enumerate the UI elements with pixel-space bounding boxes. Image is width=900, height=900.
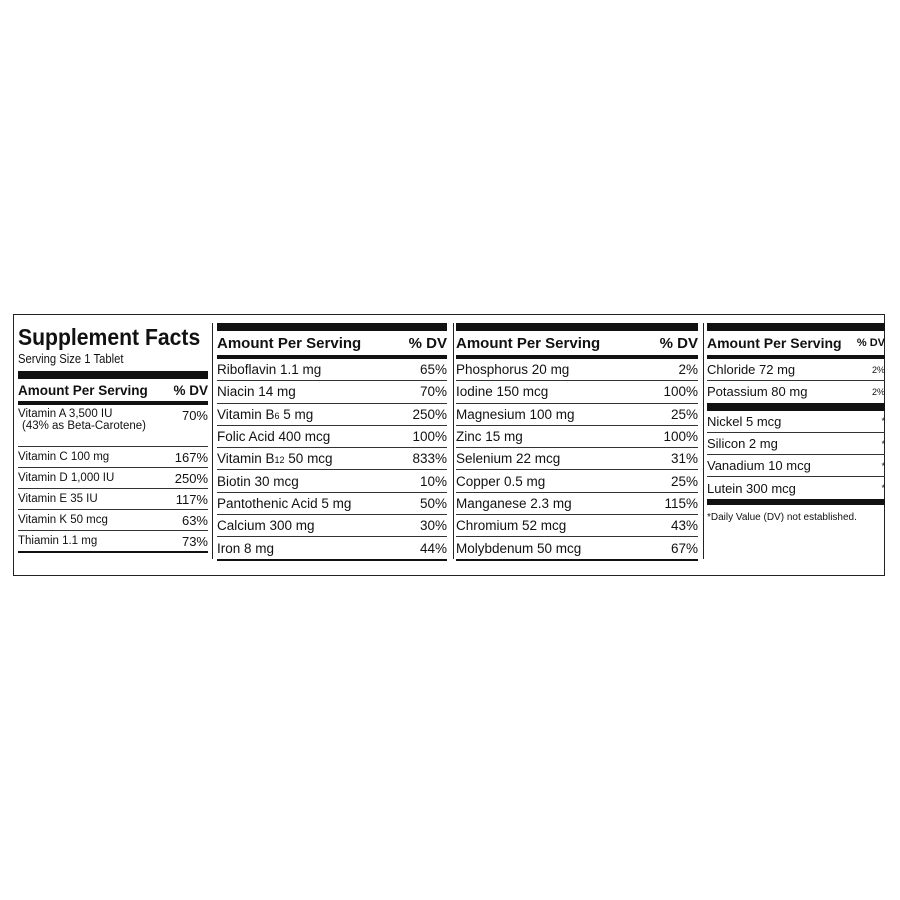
divider-thick bbox=[217, 323, 447, 331]
header-dv: % DV bbox=[659, 334, 698, 352]
nutrient-dv: 73% bbox=[181, 533, 208, 549]
nutrient-dv: 10% bbox=[419, 473, 447, 489]
nutrient-dv: 70% bbox=[181, 408, 208, 423]
nutrient-dv: 25% bbox=[670, 473, 698, 489]
nutrient-name: Vitamin B12 50 mcg bbox=[217, 451, 333, 467]
nutrient-row bbox=[707, 359, 885, 381]
divider-bottom bbox=[456, 559, 698, 561]
column-header bbox=[707, 331, 885, 355]
nutrient-list bbox=[217, 359, 447, 559]
nutrient-row bbox=[217, 470, 447, 492]
nutrient-dv: 67% bbox=[670, 540, 698, 556]
nutrient-name: Silicon 2 mg bbox=[707, 436, 778, 452]
nutrient-dv: 31% bbox=[670, 451, 698, 467]
nutrient-dv: 63% bbox=[181, 512, 208, 528]
nutrient-dv: 250% bbox=[412, 406, 447, 422]
serving-size: Serving Size 1 Tablet bbox=[18, 352, 124, 366]
nutrient-row bbox=[217, 493, 447, 515]
nutrient-name: Vitamin B6 5 mg bbox=[217, 406, 314, 422]
nutrient-dv: 100% bbox=[663, 384, 698, 400]
nutrient-row bbox=[456, 537, 698, 558]
divider-thick bbox=[707, 323, 885, 331]
header-dv: % DV bbox=[408, 334, 447, 352]
daily-value-footnote: *Daily Value (DV) not established. bbox=[707, 511, 857, 523]
divider-thick bbox=[707, 403, 885, 411]
header-amount: Amount Per Serving bbox=[456, 334, 601, 352]
nutrient-name: Manganese 2.3 mg bbox=[456, 495, 572, 511]
nutrient-name: Riboflavin 1.1 mg bbox=[217, 362, 322, 378]
nutrient-list bbox=[18, 405, 208, 551]
nutrient-dv: 117% bbox=[175, 491, 208, 507]
nutrient-row bbox=[217, 537, 447, 558]
nutrient-name: Potassium 80 mg bbox=[707, 384, 808, 400]
nutrient-row bbox=[707, 411, 885, 433]
nutrient-dv: 70% bbox=[419, 384, 447, 400]
nutrient-dv: 100% bbox=[412, 429, 447, 445]
nutrient-name: Zinc 15 mg bbox=[456, 429, 523, 445]
nutrient-row bbox=[707, 433, 885, 455]
column-divider bbox=[703, 323, 704, 559]
nutrient-dv: 167% bbox=[174, 449, 208, 465]
nutrient-row bbox=[217, 404, 447, 426]
nutrient-name: Niacin 14 mg bbox=[217, 384, 296, 400]
header-amount: Amount Per Serving bbox=[18, 382, 148, 398]
nutrient-name: Vitamin C 100 mg bbox=[18, 451, 110, 463]
nutrient-name: Vitamin K 50 mcg bbox=[18, 514, 108, 526]
nutrient-row bbox=[707, 381, 885, 402]
nutrient-dv: * bbox=[881, 438, 885, 449]
nutrient-dv: 50% bbox=[419, 495, 447, 511]
nutrient-dv: 250% bbox=[174, 470, 208, 486]
nutrient-name: Selenium 22 mcg bbox=[456, 451, 561, 467]
nutrient-name: Chloride 72 mg bbox=[707, 362, 796, 378]
nutrient-dv: 115% bbox=[664, 495, 698, 511]
nutrient-row bbox=[217, 359, 447, 381]
column-header bbox=[217, 331, 447, 355]
nutrient-name: Chromium 52 mcg bbox=[456, 518, 567, 534]
nutrient-dv: 2% bbox=[871, 364, 885, 375]
nutrient-note: (43% as Beta-Carotene) bbox=[22, 420, 147, 432]
panel-title: Supplement Facts bbox=[18, 324, 201, 350]
nutrient-row bbox=[217, 448, 447, 470]
nutrient-row bbox=[456, 515, 698, 537]
divider-thick bbox=[456, 323, 698, 331]
nutrient-dv: 65% bbox=[419, 362, 447, 378]
header-amount: Amount Per Serving bbox=[217, 334, 362, 352]
nutrient-name: Vanadium 10 mcg bbox=[707, 458, 811, 474]
nutrient-dv: 43% bbox=[670, 518, 698, 534]
nutrient-row bbox=[456, 426, 698, 448]
nutrient-row bbox=[18, 531, 208, 551]
header-dv: % DV bbox=[173, 382, 208, 398]
nutrient-dv: 44% bbox=[419, 540, 447, 556]
nutrient-dv: 2% bbox=[871, 386, 885, 397]
nutrient-dv: 100% bbox=[663, 429, 698, 445]
nutrient-list bbox=[707, 359, 885, 403]
nutrient-name: Copper 0.5 mg bbox=[456, 473, 546, 489]
nutrient-name: Vitamin A 3,500 IU bbox=[18, 408, 113, 420]
nutrient-row bbox=[18, 405, 208, 447]
nutrient-row bbox=[456, 359, 698, 381]
nutrient-row bbox=[217, 515, 447, 537]
nutrient-name: Magnesium 100 mg bbox=[456, 406, 575, 422]
divider-bottom bbox=[18, 551, 208, 553]
header-amount: Amount Per Serving bbox=[707, 335, 842, 351]
column-header bbox=[18, 379, 208, 401]
nutrient-dv: 30% bbox=[419, 518, 447, 534]
nutrient-name: Vitamin E 35 IU bbox=[18, 493, 98, 505]
nutrient-name: Phosphorus 20 mg bbox=[456, 362, 570, 378]
nutrient-row bbox=[18, 447, 208, 468]
nutrient-row bbox=[456, 493, 698, 515]
facts-column-4 bbox=[707, 320, 885, 523]
nutrient-dv: 25% bbox=[670, 406, 698, 422]
nutrient-name: Iodine 150 mcg bbox=[456, 384, 549, 400]
nutrient-dv: 833% bbox=[412, 451, 447, 467]
nutrient-row bbox=[707, 477, 885, 498]
facts-column-3 bbox=[456, 320, 698, 561]
divider-bottom bbox=[217, 559, 447, 561]
nutrient-row bbox=[18, 510, 208, 531]
nutrient-row bbox=[217, 426, 447, 448]
nutrient-dv: * bbox=[881, 460, 885, 471]
nutrient-row bbox=[456, 381, 698, 403]
facts-column-2 bbox=[217, 320, 447, 561]
supplement-facts-panel bbox=[13, 314, 885, 576]
nutrient-row bbox=[707, 455, 885, 477]
nutrient-name: Molybdenum 50 mcg bbox=[456, 540, 582, 556]
nutrient-name: Iron 8 mg bbox=[217, 540, 275, 556]
nutrient-name: Calcium 300 mg bbox=[217, 518, 315, 534]
column-header bbox=[456, 331, 698, 355]
nutrient-name: Nickel 5 mcg bbox=[707, 413, 782, 429]
nutrient-name: Folic Acid 400 mcg bbox=[217, 429, 331, 445]
nutrient-dv: 2% bbox=[678, 362, 698, 378]
nutrient-row bbox=[217, 381, 447, 403]
nutrient-dv: * bbox=[881, 416, 885, 427]
nutrient-name: Pantothenic Acid 5 mg bbox=[217, 495, 352, 511]
nutrient-row bbox=[456, 404, 698, 426]
column-divider bbox=[212, 323, 213, 559]
nutrient-list bbox=[707, 411, 885, 499]
nutrient-row bbox=[456, 470, 698, 492]
nutrient-row bbox=[18, 489, 208, 510]
nutrient-name: Thiamin 1.1 mg bbox=[18, 535, 98, 547]
header-dv: % DV bbox=[856, 337, 885, 349]
nutrient-name: Lutein 300 mcg bbox=[707, 480, 796, 496]
nutrient-row bbox=[18, 468, 208, 489]
column-divider bbox=[453, 323, 454, 559]
nutrient-row bbox=[456, 448, 698, 470]
facts-column-1 bbox=[18, 320, 208, 553]
nutrient-name: Biotin 30 mcg bbox=[217, 473, 299, 489]
nutrient-dv: * bbox=[881, 483, 885, 494]
nutrient-list bbox=[456, 359, 698, 559]
divider-thick bbox=[18, 371, 208, 379]
nutrient-name: Vitamin D 1,000 IU bbox=[18, 472, 115, 484]
divider-thick bbox=[707, 499, 885, 505]
